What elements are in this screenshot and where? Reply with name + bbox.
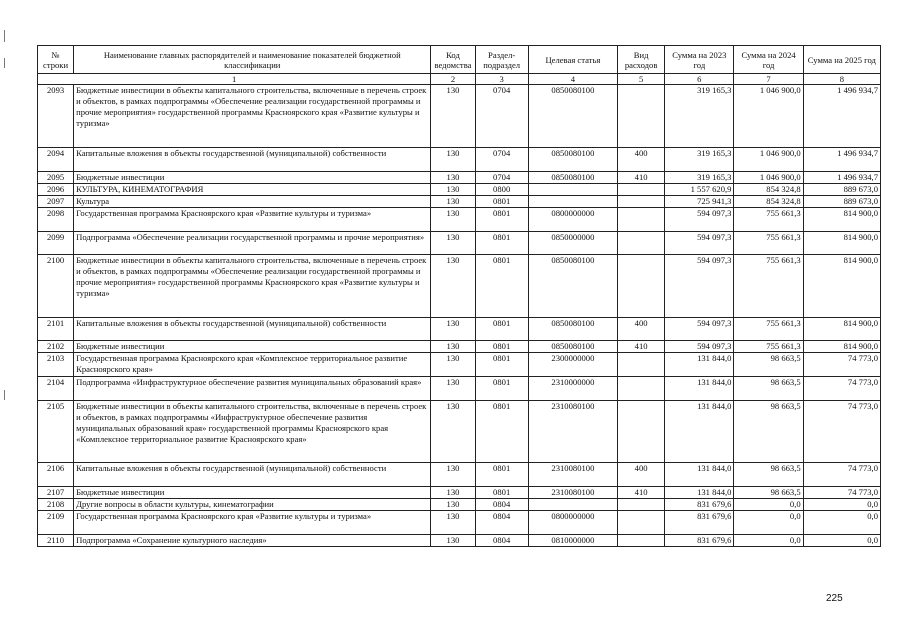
target-item-cell: 0850080100 (528, 172, 617, 184)
department-code-cell: 130 (431, 401, 475, 463)
section-cell: 0801 (475, 208, 528, 232)
target-item-cell: 2310080100 (528, 401, 617, 463)
sum-2024-cell: 1 046 900,0 (734, 85, 803, 148)
sum-2024-cell: 1 046 900,0 (734, 148, 803, 172)
table-body (38, 85, 881, 547)
table-row (38, 401, 881, 463)
column-number-row (38, 74, 881, 85)
department-code-cell: 130 (431, 172, 475, 184)
sum-2024-cell: 854 324,8 (734, 184, 803, 196)
section-cell: 0804 (475, 499, 528, 511)
expense-type-cell (618, 511, 665, 535)
row-name-cell: Капитальные вложения в объекты государственной (муниципальной) собственности (74, 463, 431, 487)
sum-2024-cell: 98 663,5 (734, 463, 803, 487)
department-code-cell: 130 (431, 85, 475, 148)
sum-2025-cell: 74 773,0 (803, 463, 880, 487)
section-cell: 0704 (475, 85, 528, 148)
expense-type-cell: 410 (618, 341, 665, 353)
column-number: 7 (734, 74, 803, 85)
row-number-cell: 2093 (38, 85, 74, 148)
sum-2023-cell: 831 679,6 (665, 499, 734, 511)
page-number: 225 (826, 593, 843, 604)
expense-type-cell (618, 232, 665, 255)
department-code-cell: 130 (431, 148, 475, 172)
table-row (38, 255, 881, 318)
section-cell: 0801 (475, 232, 528, 255)
department-code-cell: 130 (431, 184, 475, 196)
header-row-number: № строки (38, 46, 74, 74)
sum-2025-cell: 889 673,0 (803, 184, 880, 196)
sum-2024-cell: 98 663,5 (734, 353, 803, 377)
department-code-cell: 130 (431, 353, 475, 377)
department-code-cell: 130 (431, 196, 475, 208)
row-number-cell: 2099 (38, 232, 74, 255)
target-item-cell: 0850080100 (528, 341, 617, 353)
table-row (38, 487, 881, 499)
row-number-cell: 2102 (38, 341, 74, 353)
expense-type-cell: 400 (618, 148, 665, 172)
expense-type-cell (618, 353, 665, 377)
row-name-cell: Культура (74, 196, 431, 208)
header-row (38, 46, 881, 74)
table-row (38, 208, 881, 232)
target-item-cell (528, 499, 617, 511)
header-sum-2024: Сумма на 2024 год (734, 46, 803, 74)
row-name-cell: Государственная программа Красноярского края «Развитие культуры и туризма» (74, 511, 431, 535)
section-cell: 0801 (475, 401, 528, 463)
sum-2023-cell: 319 165,3 (665, 148, 734, 172)
target-item-cell (528, 196, 617, 208)
header-target-item: Целевая статья (528, 46, 617, 74)
expense-type-cell (618, 535, 665, 547)
sum-2025-cell: 1 496 934,7 (803, 148, 880, 172)
sum-2024-cell: 98 663,5 (734, 377, 803, 401)
section-cell: 0801 (475, 353, 528, 377)
expense-type-cell (618, 377, 665, 401)
sum-2025-cell: 814 900,0 (803, 208, 880, 232)
header-expense-type: Вид расходов (618, 46, 665, 74)
expense-type-cell: 400 (618, 318, 665, 341)
table-row (38, 232, 881, 255)
department-code-cell: 130 (431, 318, 475, 341)
header-section: Раздел-подраздел (475, 46, 528, 74)
sum-2024-cell: 98 663,5 (734, 487, 803, 499)
section-cell: 0801 (475, 487, 528, 499)
sum-2023-cell: 319 165,3 (665, 85, 734, 148)
sum-2023-cell: 594 097,3 (665, 255, 734, 318)
header-sum-2023: Сумма на 2023 год (665, 46, 734, 74)
department-code-cell: 130 (431, 232, 475, 255)
section-cell: 0801 (475, 463, 528, 487)
section-cell: 0704 (475, 172, 528, 184)
sum-2023-cell: 131 844,0 (665, 463, 734, 487)
column-number: 2 (431, 74, 475, 85)
target-item-cell: 0800000000 (528, 511, 617, 535)
column-number: 1 (38, 74, 431, 85)
row-name-cell: Подпрограмма «Обеспечение реализации государственной программы и прочие мероприятия» (74, 232, 431, 255)
row-number-cell: 2109 (38, 511, 74, 535)
row-number-cell: 2107 (38, 487, 74, 499)
sum-2023-cell: 594 097,3 (665, 232, 734, 255)
sum-2023-cell: 594 097,3 (665, 318, 734, 341)
target-item-cell: 0850080100 (528, 255, 617, 318)
sum-2024-cell: 755 661,3 (734, 255, 803, 318)
table-row (38, 148, 881, 172)
row-name-cell: Бюджетные инвестиции (74, 487, 431, 499)
sum-2023-cell: 594 097,3 (665, 341, 734, 353)
target-item-cell: 0800000000 (528, 208, 617, 232)
section-cell: 0804 (475, 535, 528, 547)
row-name-cell: Государственная программа Красноярского края «Развитие культуры и туризма» (74, 208, 431, 232)
department-code-cell: 130 (431, 535, 475, 547)
sum-2025-cell: 1 496 934,7 (803, 85, 880, 148)
sum-2025-cell: 74 773,0 (803, 377, 880, 401)
sum-2023-cell: 131 844,0 (665, 401, 734, 463)
row-name-cell: Капитальные вложения в объекты государственной (муниципальной) собственности (74, 148, 431, 172)
department-code-cell: 130 (431, 487, 475, 499)
scan-margin-mark (4, 30, 5, 42)
sum-2024-cell: 854 324,8 (734, 196, 803, 208)
department-code-cell: 130 (431, 499, 475, 511)
sum-2025-cell: 814 900,0 (803, 232, 880, 255)
section-cell: 0704 (475, 148, 528, 172)
sum-2025-cell: 1 496 934,7 (803, 172, 880, 184)
row-name-cell: Бюджетные инвестиции в объекты капитального строительства, включенные в перечень строек и объектов, в рамках подпрограммы «Обеспечение реализации государственной программы и прочие мероприятия» государственной программы Красноярского края «Развитие культуры и туризма» (74, 85, 431, 148)
sum-2024-cell: 0,0 (734, 499, 803, 511)
table-row (38, 377, 881, 401)
table-row (38, 341, 881, 353)
column-number: 3 (475, 74, 528, 85)
row-name-cell: Бюджетные инвестиции (74, 172, 431, 184)
row-name-cell: Капитальные вложения в объекты государственной (муниципальной) собственности (74, 318, 431, 341)
row-number-cell: 2095 (38, 172, 74, 184)
row-number-cell: 2094 (38, 148, 74, 172)
section-cell: 0801 (475, 255, 528, 318)
expense-type-cell (618, 255, 665, 318)
section-cell: 0801 (475, 318, 528, 341)
section-cell: 0801 (475, 341, 528, 353)
sum-2024-cell: 1 046 900,0 (734, 172, 803, 184)
sum-2023-cell: 131 844,0 (665, 353, 734, 377)
row-number-cell: 2104 (38, 377, 74, 401)
header-department-code: Код ведомства (431, 46, 475, 74)
target-item-cell: 0850080100 (528, 318, 617, 341)
row-name-cell: Бюджетные инвестиции (74, 341, 431, 353)
scan-margin-mark (4, 58, 5, 68)
target-item-cell: 0850000000 (528, 232, 617, 255)
row-number-cell: 2101 (38, 318, 74, 341)
sum-2023-cell: 131 844,0 (665, 487, 734, 499)
target-item-cell: 2310080100 (528, 487, 617, 499)
row-name-cell: КУЛЬТУРА, КИНЕМАТОГРАФИЯ (74, 184, 431, 196)
row-name-cell: Подпрограмма «Инфраструктурное обеспечение развития муниципальных образований края» (74, 377, 431, 401)
row-number-cell: 2100 (38, 255, 74, 318)
sum-2025-cell: 889 673,0 (803, 196, 880, 208)
row-name-cell: Другие вопросы в области культуры, кинематографии (74, 499, 431, 511)
sum-2025-cell: 814 900,0 (803, 318, 880, 341)
department-code-cell: 130 (431, 377, 475, 401)
expense-type-cell: 410 (618, 487, 665, 499)
section-cell: 0800 (475, 184, 528, 196)
row-number-cell: 2105 (38, 401, 74, 463)
sum-2024-cell: 755 661,3 (734, 341, 803, 353)
row-number-cell: 2110 (38, 535, 74, 547)
department-code-cell: 130 (431, 255, 475, 318)
sum-2025-cell: 0,0 (803, 499, 880, 511)
row-number-cell: 2108 (38, 499, 74, 511)
department-code-cell: 130 (431, 463, 475, 487)
table-row (38, 511, 881, 535)
sum-2023-cell: 725 941,3 (665, 196, 734, 208)
row-number-cell: 2103 (38, 353, 74, 377)
expense-type-cell (618, 208, 665, 232)
table-row (38, 196, 881, 208)
table-row (38, 184, 881, 196)
sum-2023-cell: 319 165,3 (665, 172, 734, 184)
sum-2024-cell: 755 661,3 (734, 208, 803, 232)
sum-2025-cell: 814 900,0 (803, 255, 880, 318)
column-number: 8 (803, 74, 880, 85)
section-cell: 0801 (475, 196, 528, 208)
target-item-cell: 2310000000 (528, 377, 617, 401)
sum-2025-cell: 74 773,0 (803, 401, 880, 463)
row-number-cell: 2098 (38, 208, 74, 232)
column-number: 6 (665, 74, 734, 85)
budget-table (37, 45, 881, 547)
sum-2024-cell: 755 661,3 (734, 232, 803, 255)
table-row (38, 463, 881, 487)
target-item-cell: 0850080100 (528, 148, 617, 172)
expense-type-cell (618, 184, 665, 196)
expense-type-cell (618, 401, 665, 463)
table-row (38, 318, 881, 341)
target-item-cell: 0850080100 (528, 85, 617, 148)
department-code-cell: 130 (431, 208, 475, 232)
sum-2023-cell: 831 679,6 (665, 535, 734, 547)
department-code-cell: 130 (431, 511, 475, 535)
column-number: 4 (528, 74, 617, 85)
sum-2023-cell: 131 844,0 (665, 377, 734, 401)
sum-2024-cell: 0,0 (734, 535, 803, 547)
row-name-cell: Бюджетные инвестиции в объекты капитального строительства, включенные в перечень строек и объектов, в рамках подпрограммы «Обеспечение реализации государственной программы и прочие мероприятия» государственной программы Красноярского края «Развитие культуры и туризма» (74, 255, 431, 318)
department-code-cell: 130 (431, 341, 475, 353)
expense-type-cell (618, 85, 665, 148)
expense-type-cell (618, 196, 665, 208)
sum-2025-cell: 0,0 (803, 535, 880, 547)
target-item-cell (528, 184, 617, 196)
sum-2024-cell: 0,0 (734, 511, 803, 535)
header-sum-2025: Сумма на 2025 год (803, 46, 880, 74)
sum-2024-cell: 98 663,5 (734, 401, 803, 463)
row-number-cell: 2097 (38, 196, 74, 208)
sum-2023-cell: 831 679,6 (665, 511, 734, 535)
row-name-cell: Бюджетные инвестиции в объекты капитального строительства, включенные в перечень строек и объектов, в рамках подпрограммы «Инфраструктурное обеспечение развития муниципальных образований края» государственной программы Красноярского края «Комплексное территориальное развитие Красноярского края» (74, 401, 431, 463)
table-row (38, 353, 881, 377)
expense-type-cell (618, 499, 665, 511)
row-number-cell: 2096 (38, 184, 74, 196)
table-row (38, 172, 881, 184)
target-item-cell: 2300000000 (528, 353, 617, 377)
target-item-cell: 0810000000 (528, 535, 617, 547)
header-name: Наименование главных распорядителей и наименование показателей бюджетной классификации (74, 46, 431, 74)
sum-2025-cell: 74 773,0 (803, 487, 880, 499)
row-number-cell: 2106 (38, 463, 74, 487)
row-name-cell: Государственная программа Красноярского края «Комплексное территориальное развитие Красноярского края» (74, 353, 431, 377)
sum-2025-cell: 74 773,0 (803, 353, 880, 377)
section-cell: 0801 (475, 377, 528, 401)
row-name-cell: Подпрограмма «Сохранение культурного наследия» (74, 535, 431, 547)
sum-2025-cell: 0,0 (803, 511, 880, 535)
expense-type-cell: 400 (618, 463, 665, 487)
table-row (38, 85, 881, 148)
sum-2023-cell: 594 097,3 (665, 208, 734, 232)
sum-2023-cell: 1 557 620,9 (665, 184, 734, 196)
target-item-cell: 2310080100 (528, 463, 617, 487)
table-row (38, 535, 881, 547)
sum-2024-cell: 755 661,3 (734, 318, 803, 341)
section-cell: 0804 (475, 511, 528, 535)
expense-type-cell: 410 (618, 172, 665, 184)
column-number: 5 (618, 74, 665, 85)
table-row (38, 499, 881, 511)
sum-2025-cell: 814 900,0 (803, 341, 880, 353)
scan-margin-mark (4, 390, 5, 400)
